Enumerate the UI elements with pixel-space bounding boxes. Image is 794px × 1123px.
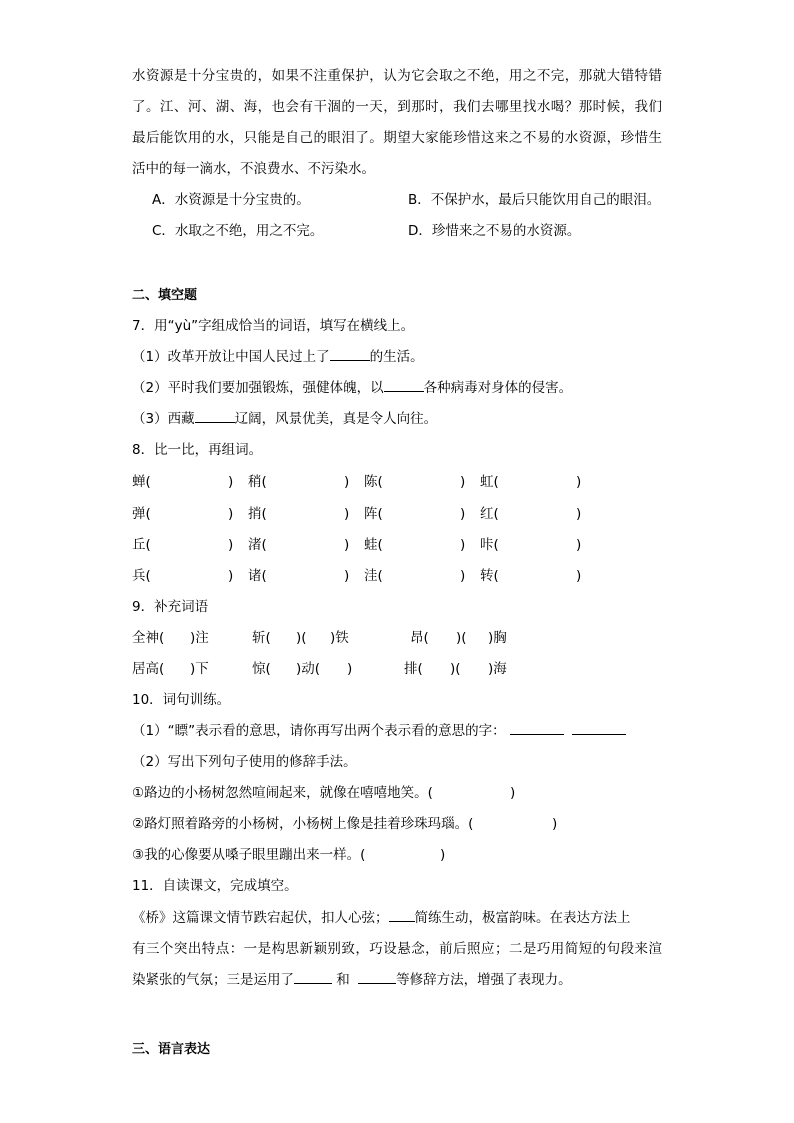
q8-r1-c1-close: ) [228,474,234,490]
q8-r3-c3: 蛙( [364,537,383,553]
q9-r2-p8: )海 [488,661,507,677]
q8-r2-c4: 红( [480,506,499,522]
passage-line-2: 了。江、河、湖、海，也会有干涸的一天，到那时，我们去哪里找水喝？那时候，我们 [132,99,662,115]
q9-r2-p2: )下 [190,661,209,677]
q8-r2-c3: 阵( [364,506,383,522]
q8-r1-c1: 蝉( [132,474,151,490]
q8-r3-c2: 渚( [248,537,267,553]
q8-r3-c1: 丘( [132,537,151,553]
q10-item-2: （2）写出下列句子使用的修辞手法。 [132,754,357,770]
q7-item-1 [132,347,424,367]
q11-line-3-c: 等修辞方法，增强了表现力。 [396,972,572,988]
q7-stem: 7．用“yù”字组成恰当的词语，填写在横线上。 [132,318,415,334]
q9-r1-p5: )铁 [330,630,349,646]
option-d[interactable]: D．珍惜来之不易的水资源。 [408,223,581,239]
q7-item-2-after: 各种病毒对身体的侵害。 [423,380,573,396]
q8-r3-c2-close: ) [344,537,350,553]
q9-stem: 9．补充词语 [132,599,209,615]
q8-r1-c2: 稍( [248,474,267,490]
q10-sentence-3: ③我的心像要从嗓子眼里蹦出来一样。( [132,847,366,863]
q11-line-1-after: 简练生动，极富韵味。在表达方法上 [414,910,631,926]
q8-r2-c2-close: ) [344,506,350,522]
q9-r1-p3: 斩( [252,630,271,646]
q8-r2-c1-close: ) [228,506,234,522]
q9-r2-p5: ) [347,661,353,677]
q7-item-1-after: 的生活。 [369,349,424,365]
option-a[interactable]: A．水资源是十分宝贵的。 [152,192,310,208]
q8-r1-c2-close: ) [344,474,350,490]
q9-r1-p2: )注 [190,630,209,646]
q7-item-1-before: （1）改革开放让中国人民过上了 [132,349,330,365]
q10-blank-2[interactable] [572,721,626,735]
q8-r4-c2: 诸( [248,568,267,584]
q10-sentence-1: ①路边的小杨树忽然喧闹起来，就像在嘻嘻地笑。( [132,785,433,801]
q8-r4-c1: 兵( [132,568,151,584]
q7-item-3 [132,409,437,429]
q10-sentence-1-close: ) [510,785,516,801]
q9-r1-p6: 昂( [410,630,429,646]
q10-sentence-2-close: ) [552,816,558,832]
q11-stem: 11．自读课文，完成填空。 [132,878,298,894]
q9-r2-p1: 居高( [132,661,165,677]
q8-r4-c3: 洼( [364,568,383,584]
q7-blank-2[interactable] [384,378,424,392]
q10-item-1 [132,721,626,741]
q11-blank-2[interactable] [294,970,332,984]
q8-r1-c4-close: ) [576,474,582,490]
q9-r1-p7: )( [456,630,467,646]
q9-r2-p4: )动( [296,661,321,677]
q8-r3-c4-close: ) [576,537,582,553]
passage-line-4: 活中的每一滴水，不浪费水、不污染水。 [132,161,375,177]
q9-r1-p1: 全神( [132,630,165,646]
q8-r1-c3: 陈( [364,474,383,490]
q8-r3-c4: 咔( [480,537,499,553]
q11-line-3-b: 和 [336,972,350,988]
q8-r2-c4-close: ) [576,506,582,522]
q9-r2-p3: 惊( [252,661,271,677]
q8-r4-c3-close: ) [460,568,466,584]
q8-r3-c1-close: ) [228,537,234,553]
q7-blank-1[interactable] [330,347,370,361]
q11-line-3-a: 染紧张的气氛；三是运用了 [132,972,294,988]
q7-blank-3[interactable] [195,409,235,423]
q10-sentence-3-close: ) [440,847,446,863]
option-c[interactable]: C．水取之不绝，用之不完。 [152,223,324,239]
passage-line-1: 水资源是十分宝贵的，如果不注重保护，认为它会取之不绝，用之不完，那就大错特错 [132,68,662,84]
q9-r2-p7: )( [450,661,461,677]
q9-r2-p6: 排( [404,661,423,677]
q7-item-3-after: 辽阔，风景优美，真是令人向往。 [234,411,438,427]
q7-item-3-before: （3）西藏 [132,411,195,427]
q10-stem: 10．词句训练。 [132,692,231,708]
q8-r4-c4: 转( [480,568,499,584]
q11-blank-3[interactable] [358,970,396,984]
q11-blank-1[interactable] [389,908,415,922]
q8-r4-c4-close: ) [576,568,582,584]
q11-line-1 [132,908,631,928]
section-title-fill-in: 二、填空题 [132,288,198,303]
q11-line-1-before: 《桥》这篇课文情节跌宕起伏，扣人心弦； [132,910,389,926]
q8-r4-c1-close: ) [228,568,234,584]
q8-r2-c1: 弹( [132,506,151,522]
q10-item-1-text: （1）“瞟”表示看的意思，请你再写出两个表示看的意思的字： [132,723,506,739]
q8-r1-c3-close: ) [460,474,466,490]
q8-r3-c3-close: ) [460,537,466,553]
section-title-expression: 三、语言表达 [132,1042,211,1057]
q7-item-2-before: （2）平时我们要加强锻炼，强健体魄，以 [132,380,384,396]
q10-blank-1[interactable] [510,721,564,735]
option-b[interactable]: B．不保护水，最后只能饮用自己的眼泪。 [408,192,661,208]
q9-r1-p4: )( [296,630,307,646]
q10-sentence-2: ②路灯照着路旁的小杨树，小杨树上像是挂着珍珠玛瑙。( [132,816,474,832]
q8-r2-c3-close: ) [460,506,466,522]
q8-r2-c2: 捎( [248,506,267,522]
q9-r1-p8: )胸 [488,630,507,646]
q8-stem: 8．比一比，再组词。 [132,442,263,458]
q11-line-3 [132,970,572,990]
q11-line-2: 有三个突出特点：一是构思新颖别致，巧设悬念，前后照应；二是巧用简短的句段来渲 [132,941,662,957]
q8-r1-c4: 虹( [480,474,499,490]
passage-line-3: 最后能饮用的水，只能是自己的眼泪了。期望大家能珍惜这来之不易的水资源，珍惜生 [132,130,662,146]
q7-item-2 [132,378,572,398]
q8-r4-c2-close: ) [344,568,350,584]
